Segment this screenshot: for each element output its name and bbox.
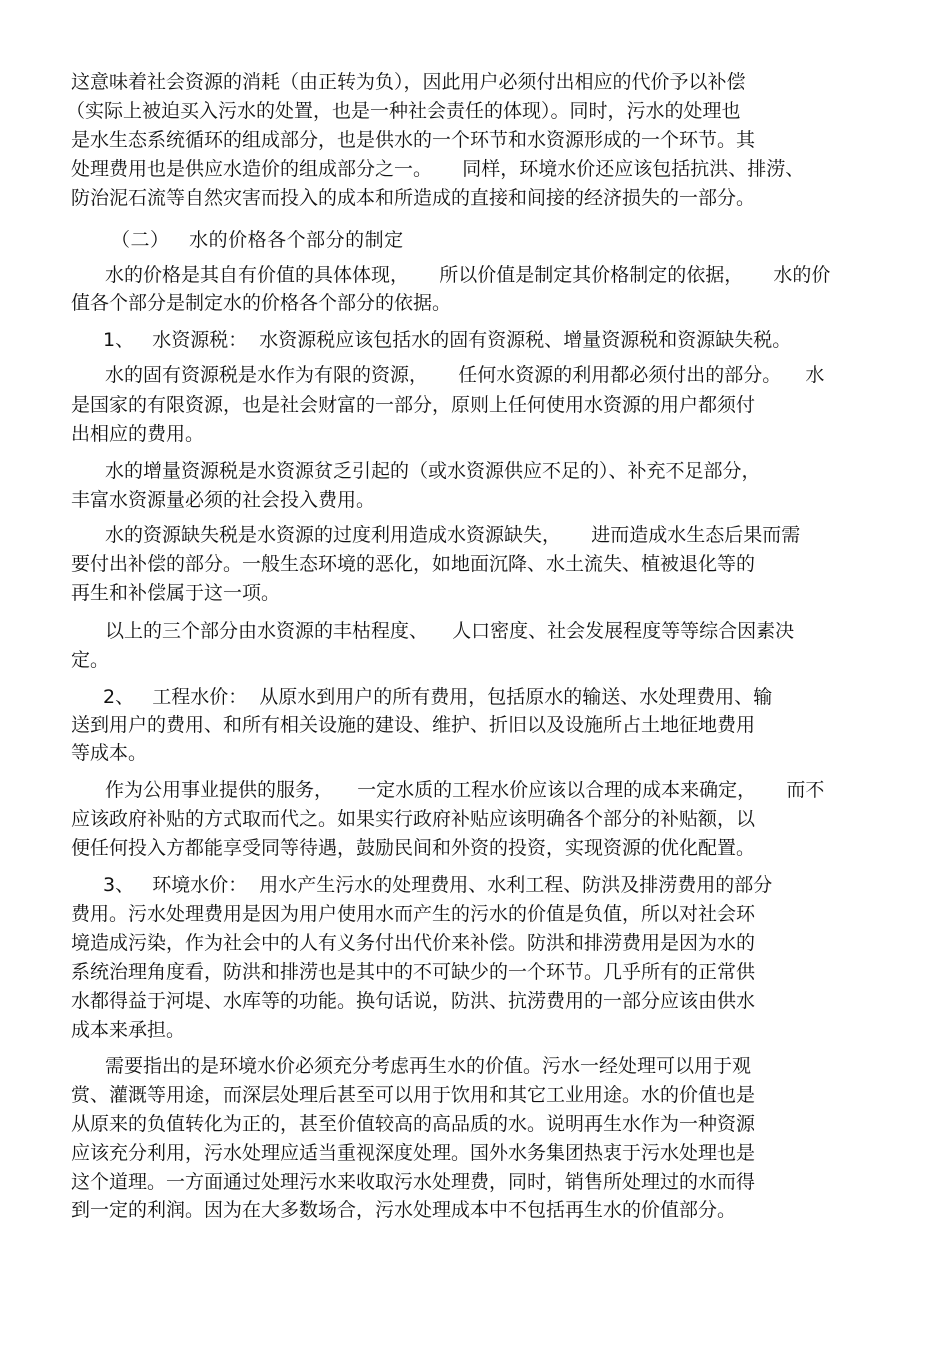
text-line: 定。 [71,649,110,671]
text-line: 是水生态系统循环的组成部分，也是供水的一个环节和水资源形成的一个环节。其 [71,129,756,151]
text-line: 这意味着社会资源的消耗（由正转为负），因此用户必须付出相应的代价予以补偿 [71,71,746,93]
text-line: 成本来承担。 [71,1019,186,1041]
text-line: 防治泥石流等自然灾害而投入的成本和所造成的直接和间接的经济损失的一部分。 [71,187,756,209]
text-line: 到一定的利润。因为在大多数场合，污水处理成本中不包括再生水的价值部分。 [71,1199,737,1221]
text-line: 便任何投入方都能享受同等待遇，鼓励民间和外资的投资，实现资源的优化配置。 [71,837,756,859]
list-item-heading: 1、 水资源税： 水资源税应该包括水的固有资源税、增量资源税和资源缺失税。 [103,329,792,351]
section-heading: （二） 水的价格各个部分的制定 [111,229,404,251]
text-line: 水的资源缺失税是水资源的过度利用造成水资源缺失， 进而造成水生态后果而需 [105,524,801,546]
text-line: 应该充分利用，污水处理应适当重视深度处理。国外水务集团热衷于污水处理也是 [71,1142,756,1164]
text-line: 境造成污染，作为社会中的人有义务付出代价来补偿。防洪和排涝费用是因为水的 [71,932,756,954]
text-line: （实际上被迫买入污水的处置，也是一种社会责任的体现）。同时，污水的处理也 [66,100,741,122]
text-line: 是国家的有限资源，也是社会财富的一部分，原则上任何使用水资源的用户都须付 [71,394,756,416]
text-line: 从原来的负值转化为正的，甚至价值较高的高品质的水。说明再生水作为一种资源 [71,1113,756,1135]
text-line: 丰富水资源量必须的社会投入费用。 [71,489,376,511]
text-line: 水的价格是其自有价值的具体体现， 所以价值是制定其价格制定的依据， 水的价 [105,264,831,286]
text-line: 等成本。 [71,742,148,764]
text-line: 以上的三个部分由水资源的丰枯程度、 人口密度、社会发展程度等等综合因素决 [105,620,795,642]
text-line: 应该政府补贴的方式取而代之。如果实行政府补贴应该明确各个部分的补贴额，以 [71,808,756,830]
text-line: 送到用户的费用、和所有相关设施的建设、维护、折旧以及设施所占土地征地费用 [71,714,756,736]
text-line: 费用。污水处理费用是因为用户使用水而产生的污水的价值是负值，所以对社会环 [71,903,756,925]
text-line: 处理费用也是供应水造价的组成部分之一。 同样，环境水价还应该包括抗洪、排涝、 [71,158,805,180]
text-line: 赏、灌溉等用途，而深层处理后甚至可以用于饮用和其它工业用途。水的价值也是 [71,1084,756,1106]
list-item-heading: 2、 工程水价： 从原水到用户的所有费用，包括原水的输送、水处理费用、输 [103,686,773,708]
text-line: 水的固有资源税是水作为有限的资源， 任何水资源的利用都必须付出的部分。 水 [105,364,825,386]
text-line: 要付出补偿的部分。一般生态环境的恶化，如地面沉降、水土流失、植被退化等的 [71,553,756,575]
text-line: 水都得益于河堤、水库等的功能。换句话说，防洪、抗涝费用的一部分应该由供水 [71,990,756,1012]
text-line: 值各个部分是制定水的价格各个部分的依据。 [71,292,452,314]
text-line: 这个道理。一方面通过处理污水来收取污水处理费，同时，销售所处理过的水而得 [71,1171,756,1193]
text-line: 作为公用事业提供的服务， 一定水质的工程水价应该以合理的成本来确定， 而不 [105,779,825,801]
list-item-heading: 3、 环境水价： 用水产生污水的处理费用、水利工程、防洪及排涝费用的部分 [103,874,773,896]
text-line: 水的增量资源税是水资源贫乏引起的（或水资源供应不足的）、补充不足部分， [105,460,761,482]
text-line: 系统治理角度看，防洪和排涝也是其中的不可缺少的一个环节。几乎所有的正常供 [71,961,756,983]
text-line: 出相应的费用。 [71,423,205,445]
text-line: 再生和补偿属于这一项。 [71,582,281,604]
text-line: 需要指出的是环境水价必须充分考虑再生水的价值。污水一经处理可以用于观 [105,1055,752,1077]
